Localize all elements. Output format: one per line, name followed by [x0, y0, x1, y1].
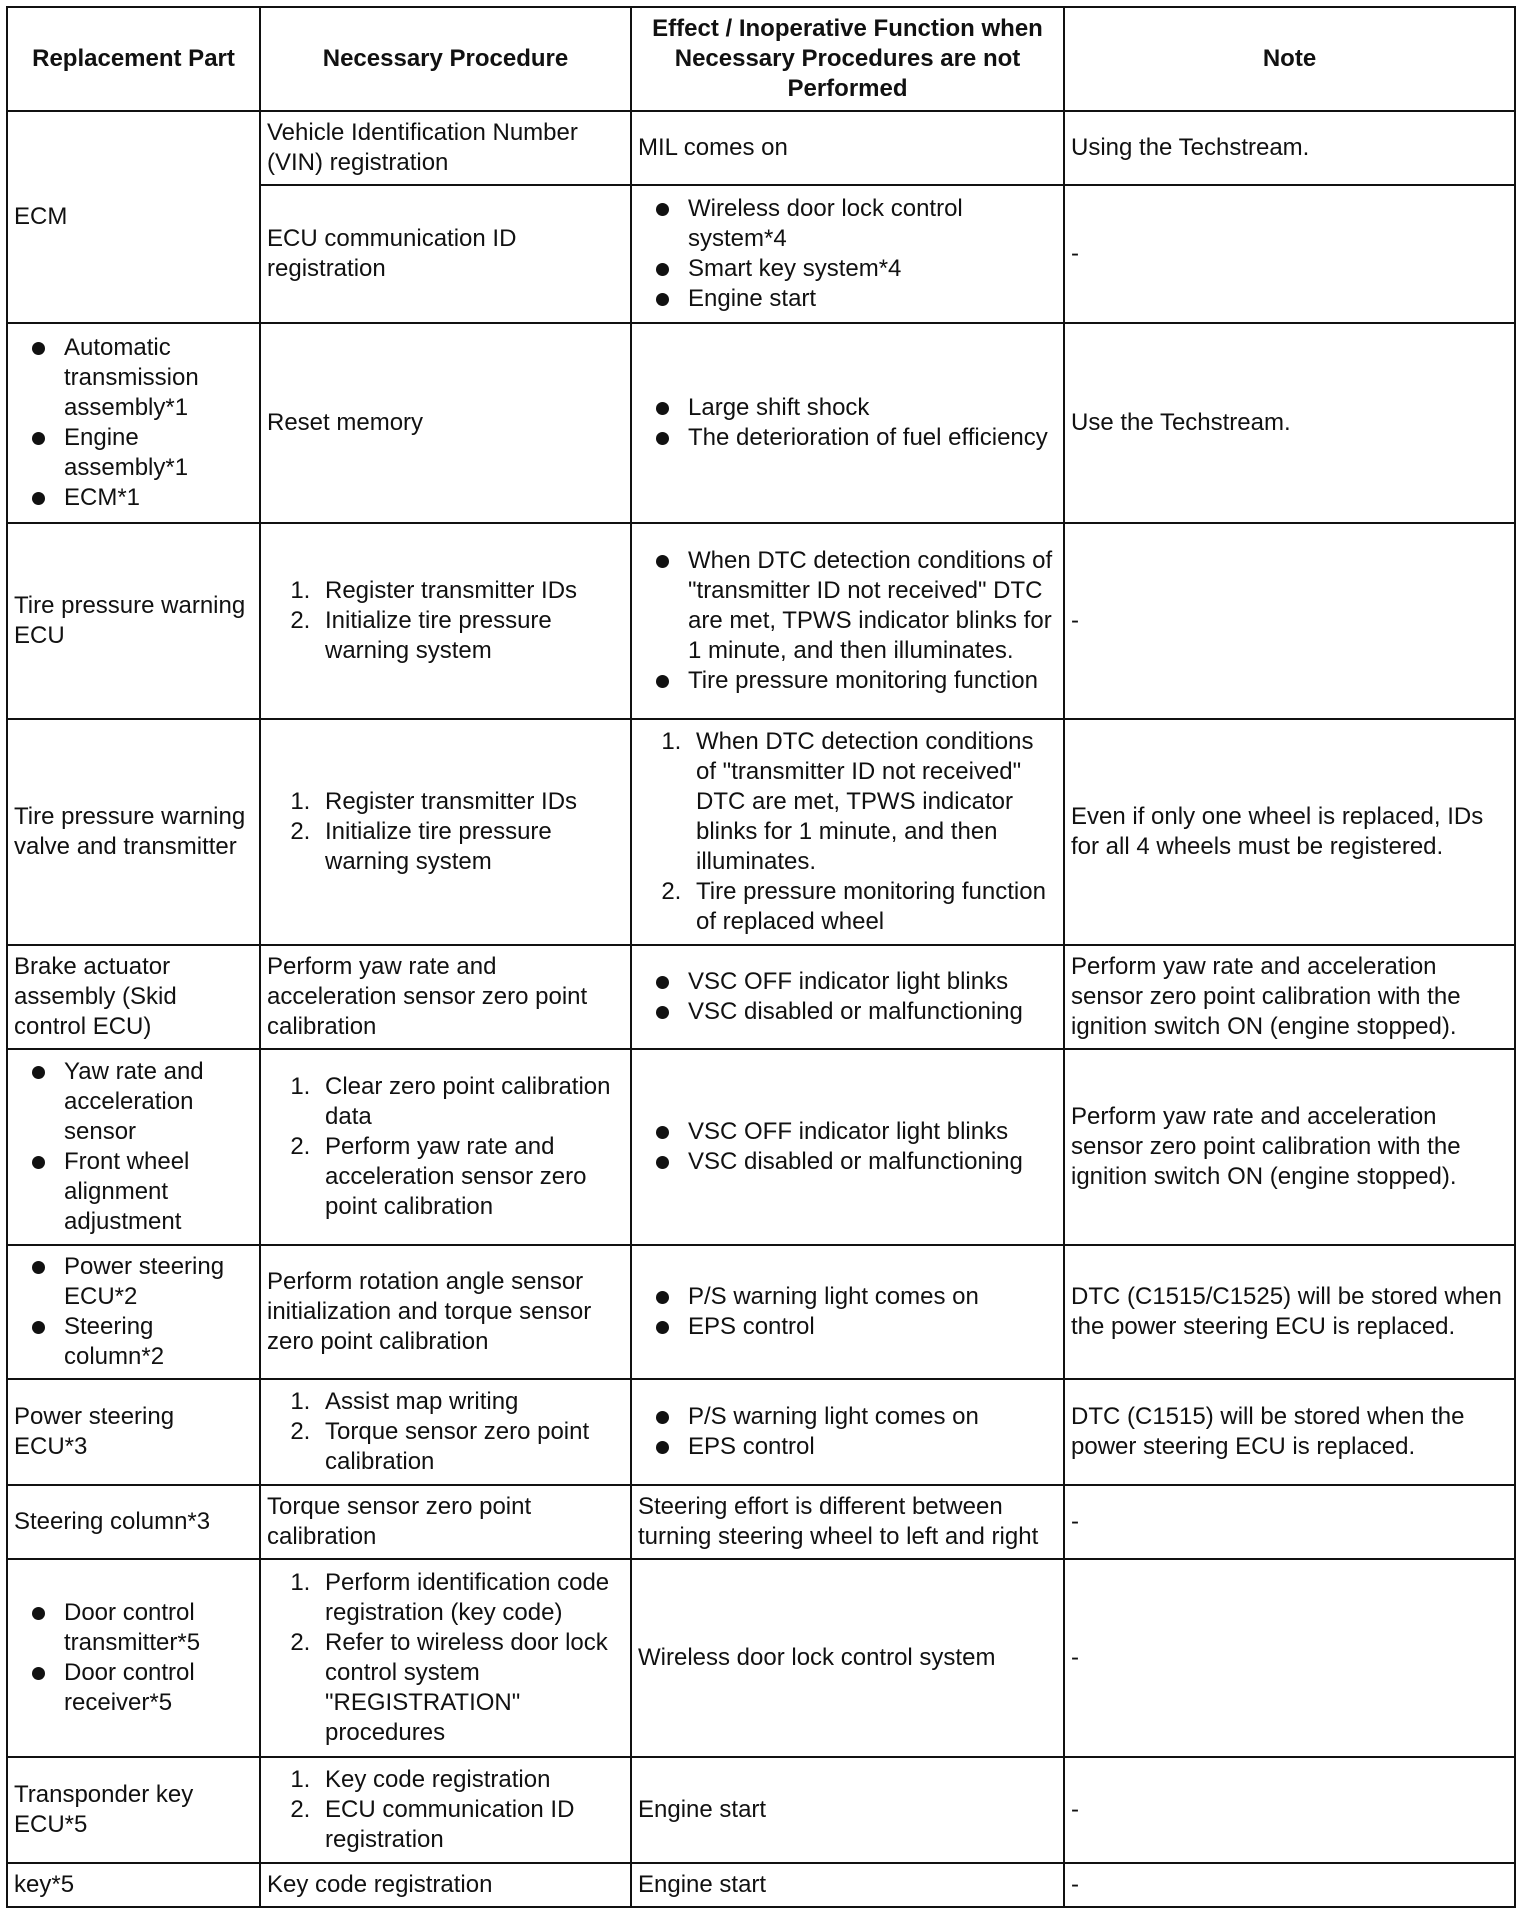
- table-row: [7, 945, 1515, 1049]
- effect-cell: [631, 945, 1064, 1049]
- effect-list: [638, 546, 1057, 696]
- note-cell: -: [1064, 1863, 1515, 1907]
- list-item: 2. ECU communication ID registration: [317, 1795, 624, 1855]
- effect-cell: [631, 323, 1064, 523]
- effect-cell: [631, 719, 1064, 945]
- part-cell: [7, 1049, 260, 1245]
- list-item: P/S warning light comes on: [688, 1402, 1057, 1432]
- note-cell: -: [1064, 185, 1515, 323]
- note-cell: -: [1064, 1757, 1515, 1863]
- list-item: Tire pressure monitoring function: [688, 666, 1057, 696]
- list-item: Engine start: [688, 284, 1057, 314]
- procedure-list: [267, 1568, 624, 1748]
- procedure-cell: Reset memory: [260, 323, 631, 523]
- note-cell: -: [1064, 523, 1515, 719]
- table-row: [7, 719, 1515, 945]
- effect-cell: [631, 1049, 1064, 1245]
- part-cell: ECM: [7, 111, 260, 323]
- note-cell: DTC (C1515/C1525) will be stored when the power steering ECU is replaced.: [1064, 1245, 1515, 1379]
- list-item: 1. When DTC detection conditions of "transmitter ID not received" DTC are met, TPWS indicator blinks for 1 minute, and then illuminates.: [688, 727, 1057, 877]
- table-row: [7, 1379, 1515, 1485]
- part-cell: Transponder key ECU*5: [7, 1757, 260, 1863]
- note-cell: Using the Techstream.: [1064, 111, 1515, 185]
- table-row: [7, 1485, 1515, 1559]
- table-row: [7, 1049, 1515, 1245]
- header-necessary-procedure: Necessary Procedure: [260, 7, 631, 111]
- list-item: Automatic transmission assembly*1: [64, 333, 253, 423]
- effect-list: [638, 393, 1057, 453]
- note-cell: Perform yaw rate and acceleration sensor zero point calibration with the ignition switch ON (engine stopped).: [1064, 1049, 1515, 1245]
- table-row: [7, 523, 1515, 719]
- replacement-procedure-table: [6, 6, 1516, 1908]
- procedure-cell: Perform yaw rate and acceleration sensor zero point calibration: [260, 945, 631, 1049]
- list-item: EPS control: [688, 1432, 1057, 1462]
- procedure-cell: [260, 1559, 631, 1757]
- procedure-cell: Torque sensor zero point calibration: [260, 1485, 631, 1559]
- list-item: 2. Perform yaw rate and acceleration sensor zero point calibration: [317, 1132, 624, 1222]
- effect-cell: [631, 185, 1064, 323]
- effect-cell: [631, 1379, 1064, 1485]
- list-item: Power steering ECU*2: [64, 1252, 253, 1312]
- list-item: 1. Assist map writing: [317, 1387, 624, 1417]
- list-item: Engine assembly*1: [64, 423, 253, 483]
- part-cell: Power steering ECU*3: [7, 1379, 260, 1485]
- procedure-cell: Key code registration: [260, 1863, 631, 1907]
- part-list: [14, 1252, 253, 1372]
- part-cell: [7, 1245, 260, 1379]
- list-item: VSC OFF indicator light blinks: [688, 967, 1057, 997]
- procedure-cell: [260, 719, 631, 945]
- table-row: [7, 1757, 1515, 1863]
- part-list: [14, 1598, 253, 1718]
- list-item: VSC disabled or malfunctioning: [688, 1147, 1057, 1177]
- note-cell: DTC (C1515) will be stored when the power steering ECU is replaced.: [1064, 1379, 1515, 1485]
- table-row: [7, 1559, 1515, 1757]
- part-cell: Brake actuator assembly (Skid control ECU): [7, 945, 260, 1049]
- effect-cell: [631, 523, 1064, 719]
- list-item: 1. Perform identification code registration (key code): [317, 1568, 624, 1628]
- list-item: P/S warning light comes on: [688, 1282, 1057, 1312]
- effect-cell: Engine start: [631, 1757, 1064, 1863]
- part-cell: Steering column*3: [7, 1485, 260, 1559]
- effect-cell: Wireless door lock control system: [631, 1559, 1064, 1757]
- list-item: Door control transmitter*5: [64, 1598, 253, 1658]
- list-item: Yaw rate and acceleration sensor: [64, 1057, 253, 1147]
- table-row: [7, 323, 1515, 523]
- list-item: The deterioration of fuel efficiency: [688, 423, 1057, 453]
- table-row: [7, 1863, 1515, 1907]
- procedure-list: [267, 787, 624, 877]
- note-cell: Perform yaw rate and acceleration sensor zero point calibration with the ignition switch ON (engine stopped).: [1064, 945, 1515, 1049]
- list-item: 2. Initialize tire pressure warning system: [317, 606, 624, 666]
- list-item: 1. Clear zero point calibration data: [317, 1072, 624, 1132]
- header-row: [7, 7, 1515, 111]
- effect-cell: Steering effort is different between turning steering wheel to left and right: [631, 1485, 1064, 1559]
- procedure-list: [267, 1765, 624, 1855]
- procedure-cell: [260, 523, 631, 719]
- procedure-list: [267, 1387, 624, 1477]
- procedure-cell: [260, 1049, 631, 1245]
- list-item: Door control receiver*5: [64, 1658, 253, 1718]
- note-cell: Even if only one wheel is replaced, IDs for all 4 wheels must be registered.: [1064, 719, 1515, 945]
- part-cell: [7, 1559, 260, 1757]
- effect-list: [638, 194, 1057, 314]
- effect-cell: MIL comes on: [631, 111, 1064, 185]
- effect-cell: [631, 1245, 1064, 1379]
- part-cell: Tire pressure warning ECU: [7, 523, 260, 719]
- list-item: Front wheel alignment adjustment: [64, 1147, 253, 1237]
- list-item: ECM*1: [64, 483, 253, 513]
- header-note: Note: [1064, 7, 1515, 111]
- procedure-cell: Perform rotation angle sensor initialization and torque sensor zero point calibration: [260, 1245, 631, 1379]
- effect-cell: Engine start: [631, 1863, 1064, 1907]
- list-item: Steering column*2: [64, 1312, 253, 1372]
- list-item: 2. Tire pressure monitoring function of replaced wheel: [688, 877, 1057, 937]
- list-item: Large shift shock: [688, 393, 1057, 423]
- list-item: When DTC detection conditions of "transmitter ID not received" DTC are met, TPWS indicator blinks for 1 minute, and then illuminates.: [688, 546, 1057, 666]
- note-cell: -: [1064, 1485, 1515, 1559]
- list-item: 1. Key code registration: [317, 1765, 624, 1795]
- effect-list: [638, 727, 1057, 937]
- list-item: EPS control: [688, 1312, 1057, 1342]
- part-cell: [7, 323, 260, 523]
- effect-list: [638, 1402, 1057, 1462]
- procedure-cell: [260, 1379, 631, 1485]
- procedure-list: [267, 1072, 624, 1222]
- list-item: Smart key system*4: [688, 254, 1057, 284]
- list-item: Wireless door lock control system*4: [688, 194, 1057, 254]
- table-row: [7, 111, 1515, 185]
- procedure-cell: [260, 1757, 631, 1863]
- part-cell: Tire pressure warning valve and transmitter: [7, 719, 260, 945]
- header-replacement-part: Replacement Part: [7, 7, 260, 111]
- effect-list: [638, 1282, 1057, 1342]
- effect-list: [638, 967, 1057, 1027]
- part-cell: key*5: [7, 1863, 260, 1907]
- list-item: VSC OFF indicator light blinks: [688, 1117, 1057, 1147]
- list-item: VSC disabled or malfunctioning: [688, 997, 1057, 1027]
- list-item: 1. Register transmitter IDs: [317, 576, 624, 606]
- effect-list: [638, 1117, 1057, 1177]
- list-item: 2. Initialize tire pressure warning system: [317, 817, 624, 877]
- table-row: [7, 1245, 1515, 1379]
- procedure-list: [267, 576, 624, 666]
- procedure-cell: ECU communication ID registration: [260, 185, 631, 323]
- list-item: 2. Torque sensor zero point calibration: [317, 1417, 624, 1477]
- list-item: 1. Register transmitter IDs: [317, 787, 624, 817]
- part-list: [14, 1057, 253, 1237]
- note-cell: -: [1064, 1559, 1515, 1757]
- note-cell: Use the Techstream.: [1064, 323, 1515, 523]
- header-effect: Effect / Inoperative Function when Necessary Procedures are not Performed: [631, 7, 1064, 111]
- list-item: 2. Refer to wireless door lock control system "REGISTRATION" procedures: [317, 1628, 624, 1748]
- procedure-cell: Vehicle Identification Number (VIN) registration: [260, 111, 631, 185]
- part-list: [14, 333, 253, 513]
